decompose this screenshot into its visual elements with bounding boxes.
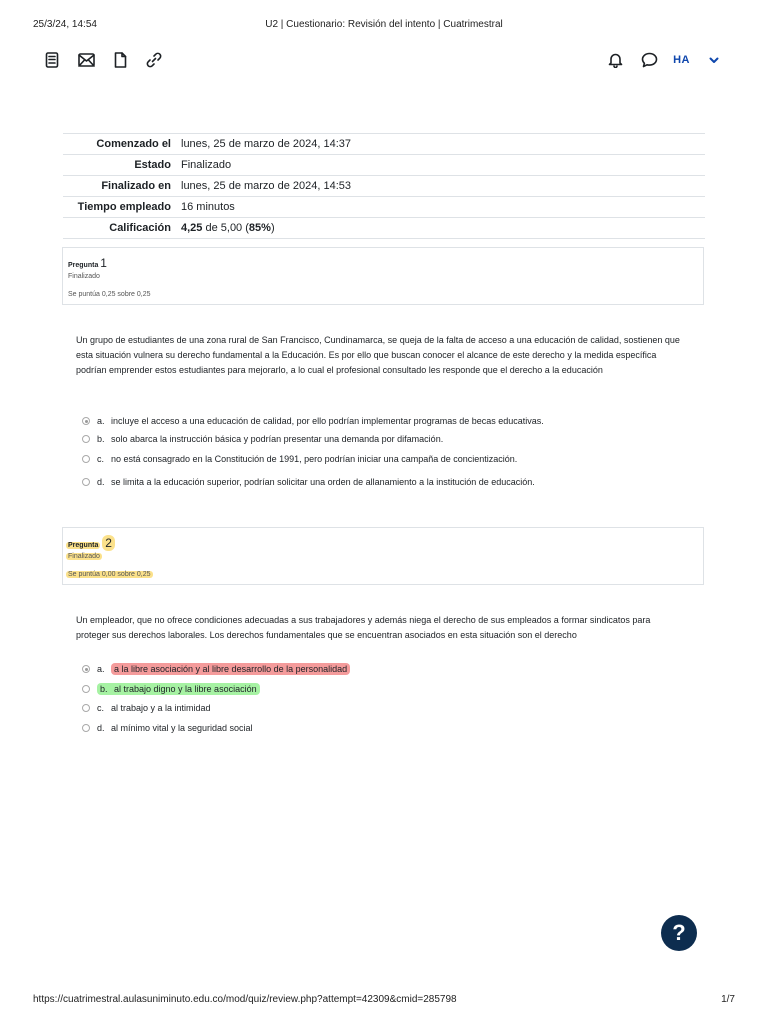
radio[interactable]	[82, 478, 90, 486]
link-icon[interactable]	[144, 50, 164, 70]
answer-option[interactable]	[82, 451, 517, 467]
question-1-info	[62, 247, 704, 305]
question-grade-text: Se puntúa 0,00 sobre 0,25	[68, 571, 151, 578]
summary-label: Calificación	[109, 222, 171, 234]
question-number	[68, 536, 115, 550]
question-2-text: Un empleador, que no ofrece condiciones adecuadas a sus trabajadores y además niega el derecho de sus empleados a formar sindicatos para proteger sus derechos laborales. Los derechos fundamentales que se encuentran asociados en esta situación son el derecho	[76, 615, 651, 640]
answer-text-incorrect: a la libre asociación y al libre desarrollo de la personalidad	[111, 663, 350, 675]
radio[interactable]	[82, 455, 90, 463]
question-num: 1	[100, 256, 107, 270]
bell-icon[interactable]	[605, 50, 625, 70]
summary-value: Finalizado	[181, 159, 232, 171]
print-header	[33, 19, 735, 33]
radio[interactable]	[82, 435, 90, 443]
answer-text-correct	[97, 683, 260, 695]
print-title: U2 | Cuestionario: Revisión del intento | Cuatrimestral	[265, 19, 503, 30]
toolbar-left	[42, 50, 164, 70]
answer-option[interactable]	[82, 720, 253, 736]
question-state-text: Finalizado	[68, 553, 100, 560]
question-grade	[68, 571, 153, 578]
grade-of: de 5,00 (	[202, 222, 249, 234]
answer-option[interactable]	[82, 474, 535, 490]
answer-letter: c.	[97, 703, 105, 713]
answer-letter: a.	[97, 416, 105, 426]
grade-close: )	[270, 222, 275, 234]
answer-option[interactable]	[82, 431, 443, 447]
question-1-text: Un grupo de estudiantes de una zona rural de San Francisco, Cundinamarca, se queja de la falta de acceso a una educación de calidad, sostienen que esta situación vulnera su derecho fundamental a la Educación. Es por ello que buscan conocer el alcance de este derecho y la medida específica podrían emprender estos estudiantes para mejorarlo, a lo cual el profesional consultado les responde que el derecho a la educación	[76, 335, 680, 375]
summary-row-time	[63, 197, 705, 218]
question-number	[68, 256, 107, 270]
answer-letter: b.	[97, 434, 105, 444]
print-url: https://cuatrimestral.aulasuniminuto.edu.co/mod/quiz/review.php?attempt=42309&cmid=285798	[33, 994, 457, 1005]
question-state	[68, 553, 102, 560]
summary-value: 16 minutos	[181, 201, 235, 213]
question-label: Pregunta	[68, 542, 99, 549]
summary-label: Comenzado el	[96, 138, 171, 150]
summary-row-started	[63, 134, 705, 155]
radio[interactable]	[82, 724, 90, 732]
radio[interactable]	[82, 704, 90, 712]
radio-selected[interactable]	[82, 417, 90, 425]
print-footer	[33, 994, 735, 1008]
toolbar-right	[605, 50, 724, 70]
question-2-info	[62, 527, 704, 585]
answer-text: al trabajo y a la intimidad	[111, 703, 211, 713]
answer-option[interactable]	[82, 681, 260, 697]
radio-selected[interactable]	[82, 665, 90, 673]
book-icon[interactable]	[42, 50, 62, 70]
summary-value: lunes, 25 de marzo de 2024, 14:37	[181, 138, 352, 150]
summary-label: Finalizado en	[101, 180, 171, 192]
answer-letter: d.	[97, 723, 105, 733]
answer-text: al trabajo digno y la libre asociación	[114, 684, 257, 694]
question-state: Finalizado	[68, 273, 100, 280]
summary-row-grade	[63, 218, 705, 239]
answer-option[interactable]	[82, 700, 211, 716]
print-page-number: 1/7	[721, 994, 735, 1005]
radio[interactable]	[82, 685, 90, 693]
print-date: 25/3/24, 14:54	[33, 19, 97, 30]
answer-letter: a.	[97, 664, 105, 674]
answer-option[interactable]	[82, 661, 350, 677]
summary-label: Estado	[134, 159, 171, 171]
question-num: 2	[102, 535, 115, 551]
grade-score: 4,25	[181, 222, 203, 234]
answer-text: solo abarca la instrucción básica y podrían presentar una demanda por difamación.	[111, 434, 444, 444]
summary-row-state	[63, 155, 705, 176]
answer-text: al mínimo vital y la seguridad social	[111, 723, 253, 733]
summary-label: Tiempo empleado	[77, 201, 171, 213]
question-label: Pregunta	[68, 262, 99, 269]
answer-text: no está consagrado en la Constitución de 1991, pero podrían iniciar una campaña de concientización.	[111, 454, 518, 464]
answer-letter: b.	[100, 684, 108, 694]
summary-row-finished	[63, 176, 705, 197]
answer-text: se limita a la educación superior, podrían solicitar una orden de allanamiento a la institución de educación.	[111, 477, 535, 487]
answer-option[interactable]	[82, 413, 544, 429]
answer-letter: c.	[97, 454, 105, 464]
user-menu[interactable]: HA	[673, 54, 690, 66]
grade-percent: 85%	[248, 222, 271, 234]
mail-icon[interactable]	[76, 50, 96, 70]
answer-letter: d.	[97, 477, 105, 487]
file-icon[interactable]	[110, 50, 130, 70]
attempt-summary-table	[63, 133, 705, 239]
summary-value	[177, 218, 705, 239]
chevron-down-icon[interactable]	[704, 50, 724, 70]
summary-value: lunes, 25 de marzo de 2024, 14:53	[181, 180, 352, 192]
help-button[interactable]: ?	[661, 915, 697, 951]
answer-text: incluye el acceso a una educación de calidad, por ello podrían implementar programas de becas educativas.	[111, 416, 544, 426]
question-grade: Se puntúa 0,25 sobre 0,25	[68, 291, 151, 298]
chat-icon[interactable]	[639, 50, 659, 70]
